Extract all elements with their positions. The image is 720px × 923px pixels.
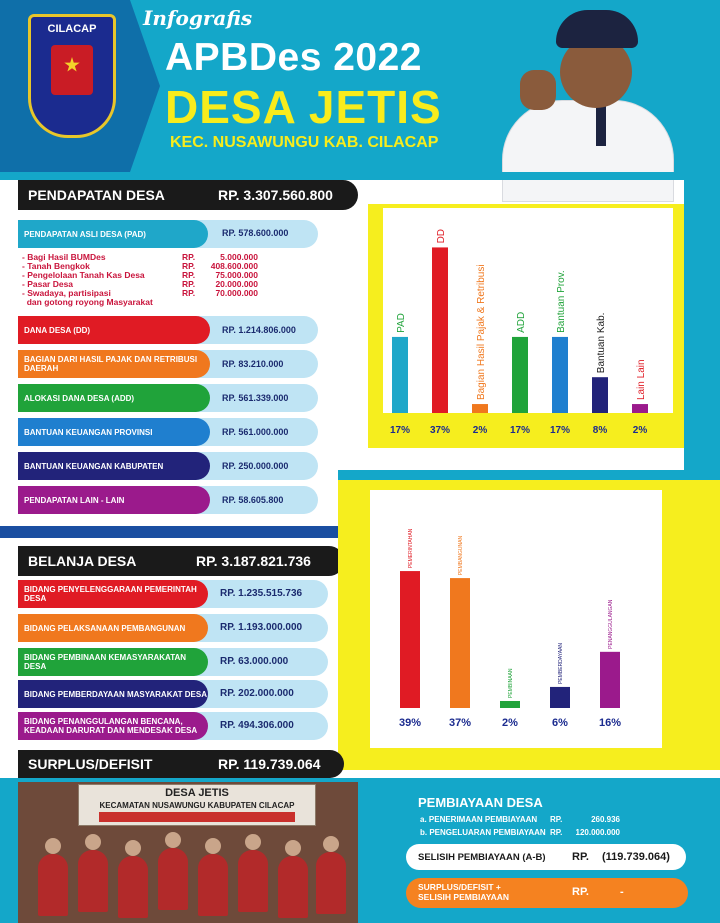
pendapatan-row-value: RP. 1.214.806.000 — [222, 325, 296, 335]
pad-item-label: - Swadaya, partisipasi — [22, 288, 111, 298]
village-sign-banner — [99, 812, 295, 822]
village-sign-subtitle: KECAMATAN NUSAWUNGU KABUPATEN CILACAP — [99, 801, 295, 810]
pendapatan-bar-label: PAD — [396, 313, 407, 333]
pendapatan-row-value: RP. 250.000.000 — [222, 461, 289, 471]
pendapatan-bar — [432, 247, 448, 413]
pendapatan-bar — [632, 404, 648, 413]
pad-item-rp: RP. — [182, 288, 196, 298]
photo-person — [158, 848, 188, 910]
pendapatan-row-value: RP. 83.210.000 — [222, 359, 284, 369]
pad-value: RP. 578.600.000 — [222, 228, 289, 238]
belanja-header — [18, 546, 344, 576]
pad-item-value: 5.000.000 — [220, 252, 258, 262]
pembiayaan-line-label: a. PENERIMAAN PEMBIAYAAN — [420, 815, 538, 824]
belanja-row-value: RP. 1.235.515.736 — [220, 588, 303, 599]
belanja-label: BELANJA DESA — [28, 553, 137, 569]
photo-person-head — [245, 834, 261, 850]
photo-person-head — [323, 836, 339, 852]
surplus-plus-label: SURPLUS/DEFISIT + SELISIH PEMBIAYAAN — [418, 882, 510, 902]
pendapatan-tick-label: 2% — [632, 425, 648, 436]
surplus-value: RP. 119.739.064 — [218, 756, 321, 772]
pad-item-value: 70.000.000 — [215, 288, 258, 298]
belanja-chart — [370, 490, 662, 748]
pad-item-value: 20.000.000 — [215, 279, 258, 289]
pendapatan-label: PENDAPATAN DESA — [28, 187, 165, 203]
selisih-value: (119.739.064) — [602, 851, 670, 863]
pendapatan-tick-label: 2% — [472, 425, 488, 436]
pendapatan-chart — [368, 204, 684, 448]
infografis-label: Infografis — [143, 6, 253, 30]
pendapatan-bar-label: ADD — [516, 311, 527, 333]
pad-item-value: 408.600.000 — [210, 261, 258, 271]
pendapatan-tick-label: 17% — [549, 425, 571, 436]
photo-person — [278, 856, 308, 918]
pad-item-rp: RP. — [182, 261, 196, 271]
pendapatan-row-label: BANTUAN KEUANGAN KABUPATEN — [18, 452, 210, 480]
photo-person-head — [285, 840, 301, 856]
pembiayaan-line-label: b. PENGELUARAN PEMBIAYAAN — [420, 828, 546, 837]
official-portrait-tie — [596, 104, 606, 146]
pembiayaan-line-value: 120.000.000 — [575, 828, 620, 837]
pad-item-label: - Pasar Desa — [22, 279, 74, 289]
pad-item-value: 75.000.000 — [215, 270, 258, 280]
teal-side-band — [684, 180, 720, 470]
pendapatan-bar-label: Bantuan Prov. — [556, 270, 567, 333]
pembiayaan-line-rp: RP. — [550, 815, 563, 824]
pendapatan-row-label: BANTUAN KEUANGAN PROVINSI — [18, 418, 210, 446]
pembiayaan-line-rp: RP. — [550, 828, 563, 837]
belanja-row-value: RP. 1.193.000.000 — [220, 622, 303, 633]
header-bottom-band — [0, 172, 720, 180]
pendapatan-bar — [512, 337, 528, 413]
page-title: APBDes 2022 — [165, 36, 422, 79]
section-divider-strip — [0, 526, 340, 538]
cilacap-logo — [28, 14, 116, 138]
belanja-row-value: RP. 202.000.000 — [220, 688, 294, 699]
village-sign-title: DESA JETIS — [165, 787, 229, 799]
pendapatan-bar-label: DD — [436, 228, 447, 244]
pad-item-label: - Tanah Bengkok — [22, 261, 90, 271]
belanja-bar-label: PEMBERDAYAAN — [558, 642, 564, 684]
belanja-row-label: BIDANG PEMBERDAYAAN MASYARAKAT DESA — [18, 680, 208, 708]
belanja-bar-label: PEMBINAAN — [508, 668, 514, 698]
belanja-bar-label: PEMERINTAHAN — [408, 528, 414, 569]
surplus-plus-rp: RP. — [572, 886, 589, 898]
pad-item-rp: RP. — [182, 252, 196, 262]
belanja-row-label: BIDANG PEMBINAAN KEMASYARAKATAN DESA — [18, 648, 208, 676]
pembiayaan-title: PEMBIAYAAN DESA — [418, 795, 543, 810]
belanja-tick-label: 39% — [398, 717, 422, 729]
pendapatan-bar-label: Bantuan Kab. — [596, 312, 607, 374]
pendapatan-bar — [392, 337, 408, 413]
pad-item-label: - Bagi Hasil BUMDes — [22, 252, 106, 262]
belanja-row-label: BIDANG PENANGGULANGAN BENCANA, KEADAAN DARURAT DAN MENDESAK DESA — [18, 712, 208, 740]
photo-person — [198, 854, 228, 916]
group-photo — [18, 782, 358, 923]
surplus-plus-box — [406, 878, 688, 908]
photo-person — [238, 850, 268, 912]
surplus-plus-value: - — [620, 886, 624, 898]
belanja-row-label: BIDANG PENYELENGGARAAN PEMERINTAH DESA — [18, 580, 208, 608]
pad-item-label: - Pengelolaan Tanah Kas Desa — [22, 270, 145, 280]
belanja-row-value: RP. 63.000.000 — [220, 656, 289, 667]
pendapatan-row-value: RP. 58.605.800 — [222, 495, 284, 505]
photo-person-head — [45, 838, 61, 854]
logo-emblem-icon — [51, 45, 93, 95]
photo-person-head — [85, 834, 101, 850]
district-title: KEC. NUSAWUNGU KAB. CILACAP — [170, 134, 439, 151]
pendapatan-tick-label: 37% — [429, 425, 451, 436]
belanja-bar — [600, 652, 620, 708]
pendapatan-row-label: ALOKASI DANA DESA (ADD) — [18, 384, 210, 412]
photo-person — [38, 854, 68, 916]
pad-label: PENDAPATAN ASLI DESA (PAD) — [18, 220, 208, 248]
official-portrait-cap — [556, 10, 638, 48]
belanja-bar-label: PEMBANGUNAN — [458, 535, 464, 576]
pendapatan-row-label: BAGIAN DARI HASIL PAJAK DAN RETRIBUSI DAERAH — [18, 350, 210, 378]
pad-item-label: dan gotong royong Masyarakat — [22, 297, 153, 307]
belanja-tick-label: 6% — [552, 717, 568, 729]
photo-person — [316, 852, 346, 914]
pad-item-rp: RP. — [182, 270, 196, 280]
belanja-bar — [400, 571, 420, 708]
pendapatan-bar — [592, 377, 608, 413]
village-sign — [78, 784, 316, 826]
pembiayaan-line-value: 260.936 — [591, 815, 620, 824]
pendapatan-total: RP. 3.307.560.800 — [218, 187, 333, 203]
belanja-tick-label: 16% — [598, 717, 622, 729]
pendapatan-bar — [552, 337, 568, 413]
pendapatan-bar-label: Lain Lain — [636, 359, 647, 401]
pendapatan-header — [18, 180, 358, 210]
pendapatan-bar-label: Bagian Hasil Pajak & Retribusi — [476, 264, 487, 401]
pendapatan-tick-label: 17% — [389, 425, 411, 436]
pad-item-rp: RP. — [182, 279, 196, 289]
selisih-rp: RP. — [572, 851, 589, 863]
pendapatan-row-label: DANA DESA (DD) — [18, 316, 210, 344]
pendapatan-row-value: RP. 561.339.000 — [222, 393, 289, 403]
pendapatan-bar — [472, 404, 488, 413]
photo-person-head — [125, 840, 141, 856]
selisih-label: SELISIH PEMBIAYAAN (A-B) — [418, 852, 546, 863]
photo-person-head — [205, 838, 221, 854]
selisih-box — [406, 844, 686, 870]
pendapatan-row-label: PENDAPATAN LAIN - LAIN — [18, 486, 210, 514]
belanja-row-label: BIDANG PELAKSANAAN PEMBANGUNAN — [18, 614, 208, 642]
pendapatan-tick-label: 8% — [592, 425, 608, 436]
photo-person — [78, 850, 108, 912]
belanja-tick-label: 2% — [502, 717, 518, 729]
belanja-total: RP. 3.187.821.736 — [196, 553, 311, 569]
photo-person — [118, 856, 148, 918]
pendapatan-tick-label: 17% — [509, 425, 531, 436]
belanja-row-value: RP. 494.306.000 — [220, 720, 294, 731]
official-portrait-fist — [520, 70, 556, 110]
belanja-bar — [500, 701, 520, 708]
belanja-bar-label: PENANGGULANGAN — [608, 599, 614, 649]
belanja-bar — [450, 578, 470, 708]
surplus-header — [18, 750, 344, 778]
pendapatan-row-value: RP. 561.000.000 — [222, 427, 289, 437]
village-title: DESA JETIS — [165, 81, 442, 133]
official-portrait-body — [502, 100, 674, 202]
belanja-tick-label: 37% — [448, 717, 472, 729]
belanja-bar — [550, 687, 570, 708]
logo-badge-text: CILACAP — [47, 23, 97, 35]
photo-person-head — [165, 832, 181, 848]
surplus-label: SURPLUS/DEFISIT — [28, 756, 153, 772]
